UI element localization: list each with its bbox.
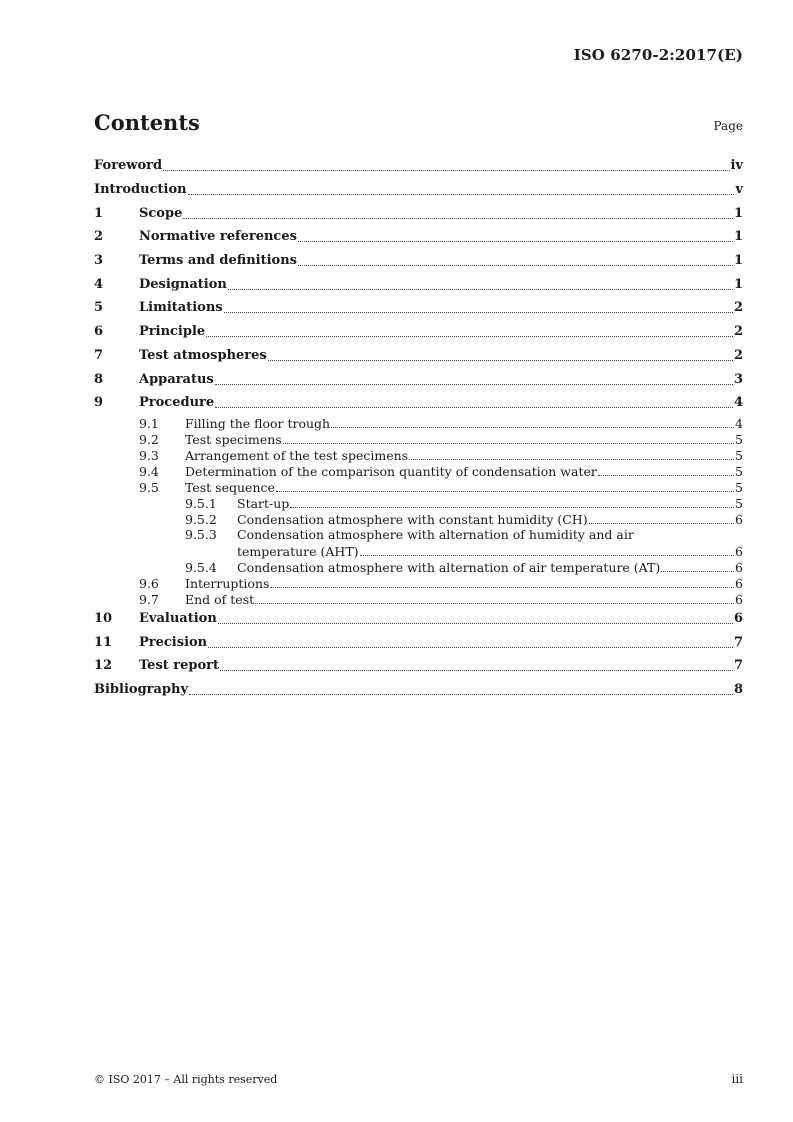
toc-entry-test-specimens[interactable] xyxy=(94,431,743,447)
toc-entry-number: 2 xyxy=(94,229,104,245)
toc-entry-page: 2 xyxy=(733,300,743,316)
toc-entry-apparatus[interactable] xyxy=(94,367,743,391)
toc-entry-number: 9.4 xyxy=(139,463,159,479)
toc-entry-page: 1 xyxy=(733,205,743,221)
dot-leader xyxy=(270,587,734,588)
toc-entry-title: Limitations xyxy=(139,300,223,316)
dot-leader xyxy=(183,218,733,219)
dot-leader xyxy=(360,555,735,556)
toc-entry-title: Condensation atmosphere with constant humidity (CH) xyxy=(237,511,588,527)
toc-entry-number: 1 xyxy=(94,205,104,221)
dot-leader xyxy=(283,443,734,444)
toc-entry-scope[interactable] xyxy=(94,201,743,225)
dot-leader xyxy=(268,360,733,361)
toc-entry-title: Interruptions xyxy=(185,575,270,591)
toc-entry-title: Principle xyxy=(139,324,206,340)
toc-entry-title-line2-row xyxy=(237,543,743,559)
toc-entry-bibliography[interactable] xyxy=(94,678,743,702)
dot-leader xyxy=(409,459,734,460)
toc-entry-page: 1 xyxy=(733,229,743,245)
dot-leader xyxy=(163,170,729,171)
toc-entry-title: Evaluation xyxy=(139,610,217,626)
toc-entry-number: 9 xyxy=(94,395,104,411)
page-column-label: Page xyxy=(713,119,743,133)
toc-entry-normative-references[interactable] xyxy=(94,225,743,249)
toc-entry-page: 3 xyxy=(733,371,743,387)
toc-entry-number: 9.3 xyxy=(139,447,159,463)
toc-entry-number: 4 xyxy=(94,276,104,292)
toc-entry-filling-floor-trough[interactable] xyxy=(94,415,743,431)
toc-entry-limitations[interactable] xyxy=(94,296,743,320)
copyright-notice: © ISO 2017 – All rights reserved xyxy=(94,1073,278,1086)
toc-entry-title: Introduction xyxy=(94,182,187,198)
dot-leader xyxy=(589,523,734,524)
toc-entry-introduction[interactable] xyxy=(94,178,743,202)
page-number: iii xyxy=(731,1072,743,1086)
toc-entry-title: Procedure xyxy=(139,395,215,411)
toc-entry-title: Terms and definitions xyxy=(139,253,297,269)
toc-entry-precision[interactable] xyxy=(94,630,743,654)
dot-leader xyxy=(661,571,734,572)
toc-entry-title: Arrangement of the test specimens xyxy=(185,447,409,463)
toc-entry-title: Test specimens xyxy=(185,431,282,447)
dot-leader xyxy=(215,407,733,408)
toc-entry-number: 10 xyxy=(94,610,113,626)
toc-entry-title: Apparatus xyxy=(139,371,214,387)
toc-entry-constant-humidity[interactable] xyxy=(94,511,743,527)
toc-entry-start-up[interactable] xyxy=(94,495,743,511)
toc-entry-number: 11 xyxy=(94,634,113,650)
toc-entry-title: Start-up xyxy=(237,495,290,511)
toc-entry-title: Test atmospheres xyxy=(139,347,267,363)
toc-entry-interruptions[interactable] xyxy=(94,575,743,591)
toc-entry-page: 1 xyxy=(733,253,743,269)
toc-entry-number: 5 xyxy=(94,300,104,316)
toc-entry-page: 2 xyxy=(733,324,743,340)
dot-leader xyxy=(598,475,734,476)
toc-entry-number: 8 xyxy=(94,371,104,387)
toc-entry-test-report[interactable] xyxy=(94,654,743,678)
toc-entry-evaluation[interactable] xyxy=(94,607,743,631)
toc-entry-principle[interactable] xyxy=(94,320,743,344)
toc-entry-page: 6 xyxy=(735,543,743,559)
dot-leader xyxy=(208,647,733,648)
page-title: Contents xyxy=(94,110,200,135)
toc-entry-title: Scope xyxy=(139,205,183,221)
toc-entry-title: Test report xyxy=(139,658,220,674)
dot-leader xyxy=(215,384,733,385)
dot-leader xyxy=(331,427,734,428)
dot-leader xyxy=(224,312,733,313)
toc-entry-page: 5 xyxy=(735,431,743,447)
toc-entry-title: Precision xyxy=(139,634,208,650)
toc-entry-page: 1 xyxy=(733,276,743,292)
toc-entry-title: Determination of the comparison quantity of condensation water xyxy=(185,463,597,479)
toc-entry-alternation-air-temperature[interactable] xyxy=(94,559,743,575)
toc-entry-arrangement-of-specimens[interactable] xyxy=(94,447,743,463)
toc-entry-title: Condensation atmosphere with alternation of air temperature (AT) xyxy=(237,559,661,575)
toc-entry-number: 9.5.4 xyxy=(185,559,217,575)
toc-entry-page: v xyxy=(735,182,743,198)
toc-entry-page: 6 xyxy=(735,511,743,527)
dot-leader xyxy=(276,491,734,492)
toc-entry-test-sequence[interactable] xyxy=(94,479,743,495)
toc-entry-number: 9.5 xyxy=(139,479,159,495)
dot-leader xyxy=(228,289,733,290)
toc-entry-page: 7 xyxy=(733,634,743,650)
toc-entry-title-line1: Condensation atmosphere with alternation of humidity and air xyxy=(237,526,634,542)
toc-entry-title: Filling the floor trough xyxy=(185,415,331,431)
dot-leader xyxy=(218,623,733,624)
toc-entry-number: 9.6 xyxy=(139,575,159,591)
dot-leader xyxy=(255,603,734,604)
toc-entry-title: Normative references xyxy=(139,229,297,245)
toc-entry-title-line2: temperature (AHT) xyxy=(237,543,359,559)
toc-entry-number: 12 xyxy=(94,658,113,674)
toc-entry-title: Designation xyxy=(139,276,227,292)
toc-entry-page: 6 xyxy=(735,591,743,607)
toc-entry-designation[interactable] xyxy=(94,272,743,296)
toc-entry-page: 4 xyxy=(733,395,743,411)
toc-entry-terms-and-definitions[interactable] xyxy=(94,249,743,273)
document-id: ISO 6270-2:2017(E) xyxy=(573,46,743,64)
toc-entry-foreword[interactable] xyxy=(94,154,743,178)
toc-entry-page: 5 xyxy=(735,495,743,511)
dot-leader xyxy=(220,670,733,671)
toc-entry-comparison-quantity[interactable] xyxy=(94,463,743,479)
toc-entry-number: 7 xyxy=(94,347,104,363)
toc-entry-number: 9.5.1 xyxy=(185,495,217,511)
dot-leader xyxy=(188,194,735,195)
toc-entry-page: 6 xyxy=(735,575,743,591)
toc-entry-title-block xyxy=(237,527,743,559)
toc-entry-page: iv xyxy=(730,158,743,174)
toc-entry-page: 2 xyxy=(733,347,743,363)
toc-entry-number: 9.2 xyxy=(139,431,159,447)
dot-leader xyxy=(290,507,734,508)
toc-entry-page: 8 xyxy=(733,681,743,697)
toc-entry-end-of-test[interactable] xyxy=(94,591,743,607)
toc-entry-number: 6 xyxy=(94,324,104,340)
toc-entry-number: 9.5.2 xyxy=(185,511,217,527)
toc-entry-page: 4 xyxy=(735,415,743,431)
toc-entry-test-atmospheres[interactable] xyxy=(94,344,743,368)
toc-entry-title: Foreword xyxy=(94,158,163,174)
toc-entry-title: Bibliography xyxy=(94,681,189,697)
toc-entry-title: End of test xyxy=(185,591,255,607)
toc-entry-page: 5 xyxy=(735,447,743,463)
toc-entry-page: 6 xyxy=(733,610,743,626)
dot-leader xyxy=(298,241,733,242)
dot-leader xyxy=(298,265,733,266)
dot-leader xyxy=(189,694,733,695)
toc-entry-page: 7 xyxy=(733,658,743,674)
dot-leader xyxy=(206,336,733,337)
toc-entry-page: 5 xyxy=(735,479,743,495)
toc-entry-number: 9.7 xyxy=(139,591,159,607)
table-of-contents xyxy=(94,154,743,701)
toc-entry-alternation-humidity-temperature[interactable] xyxy=(94,527,743,559)
toc-entry-title: Test sequence xyxy=(185,479,275,495)
toc-entry-number: 9.5.3 xyxy=(185,526,217,542)
toc-entry-procedure[interactable] xyxy=(94,391,743,415)
toc-entry-number: 9.1 xyxy=(139,415,159,431)
toc-entry-page: 5 xyxy=(735,463,743,479)
toc-entry-number: 3 xyxy=(94,253,104,269)
toc-entry-page: 6 xyxy=(735,559,743,575)
